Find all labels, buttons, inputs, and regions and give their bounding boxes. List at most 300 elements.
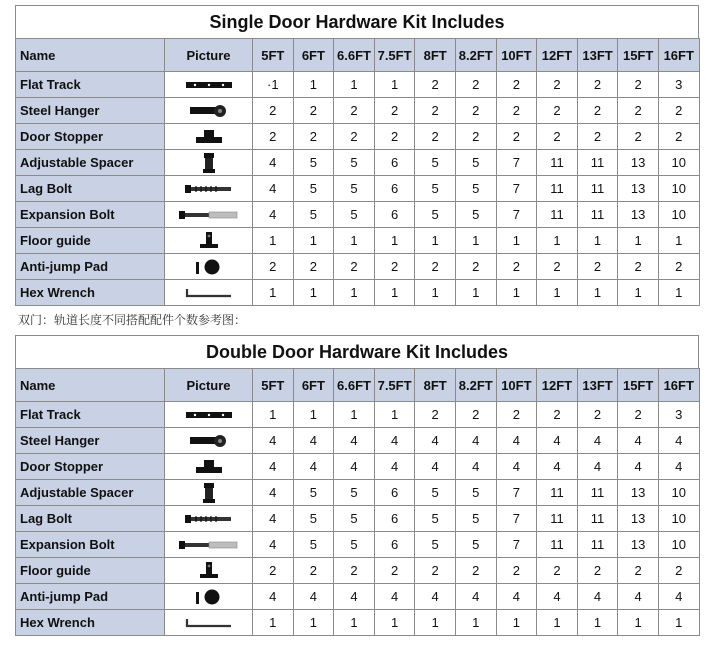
double-door-kit	[15, 335, 699, 636]
item-name: Expansion Bolt	[16, 532, 165, 558]
quantity-cell: 1	[537, 610, 578, 636]
quantity-cell: 4	[293, 584, 334, 610]
item-picture	[165, 98, 253, 124]
quantity-cell: 4	[455, 428, 496, 454]
table-row	[16, 584, 700, 610]
quantity-cell: 4	[374, 428, 415, 454]
quantity-cell: 11	[537, 150, 578, 176]
item-picture	[165, 150, 253, 176]
table-row	[16, 506, 700, 532]
table-row	[16, 72, 700, 98]
quantity-cell: 13	[618, 506, 659, 532]
quantity-cell: 2	[374, 558, 415, 584]
quantity-cell: 10	[658, 506, 699, 532]
quantity-cell: 4	[253, 176, 294, 202]
column-header-size: 10FT	[496, 39, 537, 72]
quantity-cell: 2	[374, 98, 415, 124]
quantity-cell: 5	[415, 202, 456, 228]
item-name: Anti-jump Pad	[16, 254, 165, 280]
quantity-cell: 2	[577, 72, 618, 98]
quantity-cell: 6	[374, 480, 415, 506]
quantity-cell: 5	[455, 176, 496, 202]
item-name: Floor guide	[16, 558, 165, 584]
single-kit-table	[15, 38, 700, 306]
quantity-cell: 2	[537, 72, 578, 98]
column-header-size: 6.6FT	[334, 39, 375, 72]
item-picture	[165, 402, 253, 428]
quantity-cell: 2	[658, 98, 699, 124]
quantity-cell: 4	[618, 454, 659, 480]
quantity-cell: 6	[374, 202, 415, 228]
quantity-cell: 5	[415, 506, 456, 532]
quantity-cell: 3	[658, 402, 699, 428]
column-header-size: 5FT	[253, 369, 294, 402]
quantity-cell: 10	[658, 176, 699, 202]
double-kit-title: Double Door Hardware Kit Includes	[15, 335, 699, 368]
door-stopper-icon	[165, 454, 252, 479]
quantity-cell: 4	[253, 480, 294, 506]
item-name: Lag Bolt	[16, 506, 165, 532]
quantity-cell: 2	[334, 98, 375, 124]
quantity-cell: 2	[334, 558, 375, 584]
table-row	[16, 228, 700, 254]
item-picture	[165, 428, 253, 454]
column-header-size: 16FT	[658, 369, 699, 402]
quantity-cell: 13	[618, 176, 659, 202]
quantity-cell: 2	[496, 124, 537, 150]
quantity-cell: 1	[455, 280, 496, 306]
quantity-cell: 1	[415, 228, 456, 254]
quantity-cell: 4	[577, 584, 618, 610]
quantity-cell: 2	[658, 124, 699, 150]
flat-track-icon	[165, 402, 252, 427]
quantity-cell: 4	[374, 454, 415, 480]
quantity-cell: 4	[618, 428, 659, 454]
quantity-cell: 2	[455, 98, 496, 124]
table-row	[16, 454, 700, 480]
quantity-cell: 10	[658, 150, 699, 176]
quantity-cell: 2	[537, 124, 578, 150]
item-name: Adjustable Spacer	[16, 150, 165, 176]
quantity-cell: 10	[658, 532, 699, 558]
quantity-cell: 1	[577, 610, 618, 636]
quantity-cell: 2	[293, 254, 334, 280]
quantity-cell: 4	[293, 454, 334, 480]
quantity-cell: 11	[577, 202, 618, 228]
quantity-cell: 2	[293, 98, 334, 124]
table-row	[16, 402, 700, 428]
anti-jump-pad-icon	[165, 584, 252, 609]
quantity-cell: 1	[293, 280, 334, 306]
quantity-cell: 2	[496, 402, 537, 428]
column-header-size: 8FT	[415, 39, 456, 72]
quantity-cell: 5	[334, 506, 375, 532]
quantity-cell: 4	[496, 454, 537, 480]
item-name: Steel Hanger	[16, 98, 165, 124]
quantity-cell: 1	[334, 402, 375, 428]
quantity-cell: 2	[455, 402, 496, 428]
quantity-cell: 11	[537, 532, 578, 558]
quantity-cell: 2	[253, 558, 294, 584]
quantity-cell: 5	[415, 150, 456, 176]
quantity-cell: 2	[577, 254, 618, 280]
item-name: Hex Wrench	[16, 280, 165, 306]
quantity-cell: 5	[415, 532, 456, 558]
quantity-cell: 2	[537, 402, 578, 428]
quantity-cell: 11	[577, 480, 618, 506]
quantity-cell: 4	[334, 584, 375, 610]
quantity-cell: 5	[455, 150, 496, 176]
table-row	[16, 124, 700, 150]
quantity-cell: 1	[253, 280, 294, 306]
quantity-cell: 1	[253, 402, 294, 428]
hex-wrench-icon	[165, 610, 252, 635]
quantity-cell: 2	[496, 98, 537, 124]
header-row	[16, 369, 700, 402]
column-header-size: 6.6FT	[334, 369, 375, 402]
quantity-cell: 4	[415, 428, 456, 454]
item-picture	[165, 254, 253, 280]
table-row	[16, 480, 700, 506]
quantity-cell: 13	[618, 202, 659, 228]
quantity-cell: 2	[618, 254, 659, 280]
quantity-cell: 4	[577, 454, 618, 480]
quantity-cell: 2	[334, 124, 375, 150]
item-picture	[165, 280, 253, 306]
quantity-cell: 10	[658, 480, 699, 506]
quantity-cell: 11	[577, 506, 618, 532]
quantity-cell: 5	[455, 202, 496, 228]
quantity-cell: 4	[253, 532, 294, 558]
floor-guide-icon	[165, 558, 252, 583]
quantity-cell: 5	[334, 176, 375, 202]
table-row	[16, 532, 700, 558]
item-picture	[165, 202, 253, 228]
column-header-size: 8FT	[415, 369, 456, 402]
column-header-size: 8.2FT	[455, 369, 496, 402]
column-header-size: 10FT	[496, 369, 537, 402]
header-row	[16, 39, 700, 72]
quantity-cell: 1	[293, 610, 334, 636]
quantity-cell: 4	[253, 202, 294, 228]
quantity-cell: 2	[374, 254, 415, 280]
quantity-cell: 10	[658, 202, 699, 228]
quantity-cell: 1	[618, 610, 659, 636]
quantity-cell: 2	[618, 402, 659, 428]
quantity-cell: 1	[577, 280, 618, 306]
column-header-name: Name	[16, 369, 165, 402]
column-header-size: 5FT	[253, 39, 294, 72]
quantity-cell: 4	[334, 454, 375, 480]
quantity-cell: 1	[415, 610, 456, 636]
quantity-cell: 11	[537, 506, 578, 532]
quantity-cell: 5	[334, 480, 375, 506]
column-header-size: 15FT	[618, 39, 659, 72]
quantity-cell: 2	[577, 558, 618, 584]
quantity-cell: 5	[334, 532, 375, 558]
quantity-cell: 2	[455, 254, 496, 280]
quantity-cell: 4	[537, 428, 578, 454]
column-header-size: 8.2FT	[455, 39, 496, 72]
item-name: Floor guide	[16, 228, 165, 254]
quantity-cell: 4	[253, 506, 294, 532]
quantity-cell: 1	[658, 228, 699, 254]
quantity-cell: 1	[496, 228, 537, 254]
quantity-cell: 1	[334, 610, 375, 636]
quantity-cell: 7	[496, 202, 537, 228]
quantity-cell: 1	[334, 280, 375, 306]
column-header-size: 13FT	[577, 39, 618, 72]
column-header-size: 7.5FT	[374, 39, 415, 72]
steel-hanger-icon	[165, 98, 252, 123]
quantity-cell: 4	[415, 584, 456, 610]
quantity-cell: 1	[618, 228, 659, 254]
quantity-cell: 5	[293, 506, 334, 532]
quantity-cell: 4	[537, 584, 578, 610]
item-name: Flat Track	[16, 402, 165, 428]
single-door-kit	[15, 5, 699, 306]
adjustable-spacer-icon	[165, 480, 252, 505]
quantity-cell: 4	[253, 428, 294, 454]
quantity-cell: 4	[374, 584, 415, 610]
item-name: Steel Hanger	[16, 428, 165, 454]
item-picture	[165, 72, 253, 98]
quantity-cell: 1	[253, 228, 294, 254]
table-row	[16, 150, 700, 176]
expansion-bolt-icon	[165, 202, 252, 227]
quantity-cell: 2	[537, 558, 578, 584]
quantity-cell: 4	[293, 428, 334, 454]
item-name: Flat Track	[16, 72, 165, 98]
item-picture	[165, 558, 253, 584]
quantity-cell: 4	[253, 150, 294, 176]
quantity-cell: 4	[658, 454, 699, 480]
quantity-cell: 5	[415, 480, 456, 506]
expansion-bolt-icon	[165, 532, 252, 557]
item-picture	[165, 532, 253, 558]
item-picture	[165, 454, 253, 480]
quantity-cell: 1	[334, 228, 375, 254]
quantity-cell: 2	[253, 124, 294, 150]
quantity-cell: 2	[577, 98, 618, 124]
quantity-cell: 1	[374, 228, 415, 254]
quantity-cell: 5	[334, 202, 375, 228]
quantity-cell: 2	[415, 402, 456, 428]
column-header-size: 12FT	[537, 369, 578, 402]
quantity-cell: 4	[618, 584, 659, 610]
quantity-cell: 13	[618, 150, 659, 176]
quantity-cell: 1	[537, 228, 578, 254]
quantity-cell: 4	[537, 454, 578, 480]
table-row	[16, 98, 700, 124]
quantity-cell: 11	[577, 532, 618, 558]
quantity-cell: 2	[618, 558, 659, 584]
quantity-cell: 7	[496, 480, 537, 506]
quantity-cell: 2	[577, 124, 618, 150]
double-door-note: 双门：轨道长度不同搭配配件个数参考图：	[18, 313, 247, 327]
column-header-size: 15FT	[618, 369, 659, 402]
quantity-cell: 7	[496, 532, 537, 558]
quantity-cell: 2	[415, 558, 456, 584]
table-row	[16, 202, 700, 228]
table-row	[16, 254, 700, 280]
quantity-cell: 4	[577, 428, 618, 454]
quantity-cell: 2	[415, 98, 456, 124]
quantity-cell: 2	[253, 98, 294, 124]
quantity-cell: 3	[658, 72, 699, 98]
item-picture	[165, 584, 253, 610]
item-name: Lag Bolt	[16, 176, 165, 202]
column-header-picture: Picture	[165, 369, 253, 402]
quantity-cell: 5	[293, 150, 334, 176]
quantity-cell: 1	[496, 280, 537, 306]
quantity-cell: 11	[537, 480, 578, 506]
quantity-cell: 4	[496, 584, 537, 610]
quantity-cell: 13	[618, 480, 659, 506]
item-name: Adjustable Spacer	[16, 480, 165, 506]
column-header-size: 16FT	[658, 39, 699, 72]
quantity-cell: 1	[577, 228, 618, 254]
lag-bolt-icon	[165, 176, 252, 201]
item-name: Door Stopper	[16, 454, 165, 480]
quantity-cell: 1	[455, 610, 496, 636]
quantity-cell: 2	[618, 124, 659, 150]
quantity-cell: 6	[374, 506, 415, 532]
quantity-cell: 2	[455, 72, 496, 98]
quantity-cell: 2	[455, 124, 496, 150]
quantity-cell: 2	[253, 254, 294, 280]
steel-hanger-icon	[165, 428, 252, 453]
item-picture	[165, 124, 253, 150]
quantity-cell: 1	[618, 280, 659, 306]
quantity-cell: 2	[293, 558, 334, 584]
quantity-cell: 2	[577, 402, 618, 428]
quantity-cell: 4	[496, 428, 537, 454]
quantity-cell: ·1	[253, 72, 294, 98]
quantity-cell: 5	[293, 176, 334, 202]
quantity-cell: 2	[415, 254, 456, 280]
quantity-cell: 4	[415, 454, 456, 480]
quantity-cell: 1	[293, 402, 334, 428]
item-name: Hex Wrench	[16, 610, 165, 636]
quantity-cell: 13	[618, 532, 659, 558]
quantity-cell: 5	[293, 480, 334, 506]
table-row	[16, 558, 700, 584]
quantity-cell: 5	[455, 506, 496, 532]
quantity-cell: 1	[455, 228, 496, 254]
item-picture	[165, 176, 253, 202]
item-picture	[165, 228, 253, 254]
item-name: Anti-jump Pad	[16, 584, 165, 610]
quantity-cell: 11	[537, 202, 578, 228]
column-header-size: 6FT	[293, 369, 334, 402]
quantity-cell: 6	[374, 150, 415, 176]
quantity-cell: 2	[618, 72, 659, 98]
quantity-cell: 1	[374, 72, 415, 98]
quantity-cell: 2	[496, 558, 537, 584]
item-name: Door Stopper	[16, 124, 165, 150]
quantity-cell: 6	[374, 176, 415, 202]
quantity-cell: 2	[537, 98, 578, 124]
quantity-cell: 2	[537, 254, 578, 280]
quantity-cell: 7	[496, 150, 537, 176]
floor-guide-icon	[165, 228, 252, 253]
lag-bolt-icon	[165, 506, 252, 531]
quantity-cell: 1	[658, 280, 699, 306]
quantity-cell: 7	[496, 506, 537, 532]
quantity-cell: 5	[455, 480, 496, 506]
quantity-cell: 4	[658, 428, 699, 454]
quantity-cell: 4	[658, 584, 699, 610]
quantity-cell: 2	[496, 254, 537, 280]
quantity-cell: 1	[293, 228, 334, 254]
table-row	[16, 280, 700, 306]
quantity-cell: 2	[496, 72, 537, 98]
quantity-cell: 4	[455, 454, 496, 480]
column-header-size: 6FT	[293, 39, 334, 72]
quantity-cell: 2	[618, 98, 659, 124]
quantity-cell: 11	[537, 176, 578, 202]
quantity-cell: 1	[374, 280, 415, 306]
quantity-cell: 2	[334, 254, 375, 280]
double-kit-table	[15, 368, 700, 636]
quantity-cell: 6	[374, 532, 415, 558]
quantity-cell: 2	[293, 124, 334, 150]
quantity-cell: 1	[415, 280, 456, 306]
item-picture	[165, 610, 253, 636]
quantity-cell: 11	[577, 176, 618, 202]
quantity-cell: 5	[293, 202, 334, 228]
quantity-cell: 1	[374, 402, 415, 428]
table-row	[16, 610, 700, 636]
quantity-cell: 2	[415, 124, 456, 150]
quantity-cell: 5	[455, 532, 496, 558]
quantity-cell: 1	[537, 280, 578, 306]
column-header-size: 12FT	[537, 39, 578, 72]
quantity-cell: 5	[415, 176, 456, 202]
quantity-cell: 1	[293, 72, 334, 98]
quantity-cell: 4	[253, 454, 294, 480]
quantity-cell: 11	[577, 150, 618, 176]
item-picture	[165, 480, 253, 506]
column-header-size: 7.5FT	[374, 369, 415, 402]
quantity-cell: 1	[334, 72, 375, 98]
table-row	[16, 428, 700, 454]
quantity-cell: 2	[415, 72, 456, 98]
flat-track-icon	[165, 72, 252, 97]
column-header-picture: Picture	[165, 39, 253, 72]
adjustable-spacer-icon	[165, 150, 252, 175]
quantity-cell: 1	[658, 610, 699, 636]
quantity-cell: 5	[293, 532, 334, 558]
quantity-cell: 1	[253, 610, 294, 636]
item-name: Expansion Bolt	[16, 202, 165, 228]
quantity-cell: 4	[455, 584, 496, 610]
quantity-cell: 2	[658, 254, 699, 280]
quantity-cell: 4	[334, 428, 375, 454]
door-stopper-icon	[165, 124, 252, 149]
item-picture	[165, 506, 253, 532]
quantity-cell: 1	[374, 610, 415, 636]
quantity-cell: 2	[455, 558, 496, 584]
quantity-cell: 2	[374, 124, 415, 150]
column-header-name: Name	[16, 39, 165, 72]
table-row	[16, 176, 700, 202]
quantity-cell: 2	[658, 558, 699, 584]
quantity-cell: 5	[334, 150, 375, 176]
anti-jump-pad-icon	[165, 254, 252, 279]
quantity-cell: 4	[253, 584, 294, 610]
